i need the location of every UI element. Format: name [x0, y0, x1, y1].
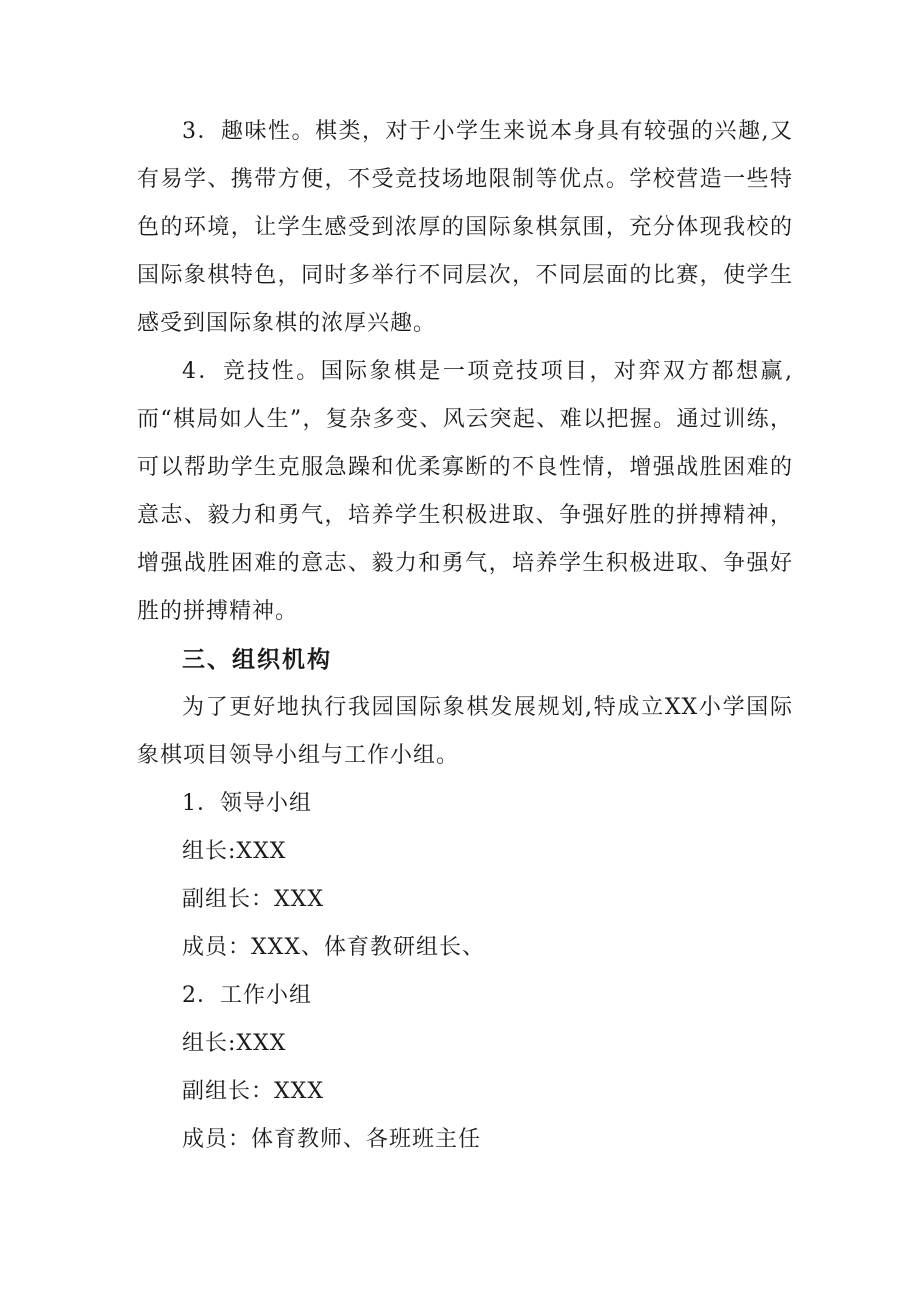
leadership-group-title: 1．领导小组	[182, 791, 312, 816]
leadership-group-leader: 组长:XXX	[182, 839, 287, 864]
paragraph-competitiveness: 4．竞技性。国际象棋是一项竞技项目，对弈双方都想赢,而“棋局如人生”，复杂多变、风云突起、难以把握。通过训练，可以帮助学生克服急躁和优柔寡断的不良性情，增强战胜困难的意志、毅力和勇气，培养学生积极进取、争强好胜的拼搏精神，增强战胜困难的意志、毅力和勇气，培养学生积极进取、争强好胜的拼搏精神。	[137, 359, 793, 624]
working-group-leader: 组长:XXX	[182, 1031, 287, 1056]
paragraph-interest: 3．趣味性。棋类，对于小学生来说本身具有较强的兴趣,又有易学、携带方便，不受竞技场地限制等优点。学校营造一些特色的环境，让学生感受到浓厚的国际象棋氛围，充分体现我校的国际象棋特色，同时多举行不同层次，不同层面的比赛，使学生感受到国际象棋的浓厚兴趣。	[137, 119, 793, 336]
section-heading-organization: 三、组织机构	[182, 647, 332, 673]
working-group-members: 成员：体育教师、各班班主任	[182, 1127, 482, 1152]
working-group-deputy-leader: 副组长：XXX	[182, 1079, 324, 1104]
leadership-group-deputy-leader: 副组长：XXX	[182, 887, 324, 912]
working-group-title: 2．工作小组	[182, 983, 312, 1008]
leadership-group-members: 成员：XXX、体育教研组长、	[182, 935, 485, 960]
paragraph-organization-intro: 为了更好地执行我园国际象棋发展规划,特成立XX小学国际象棋项目领导小组与工作小组。	[137, 695, 793, 768]
